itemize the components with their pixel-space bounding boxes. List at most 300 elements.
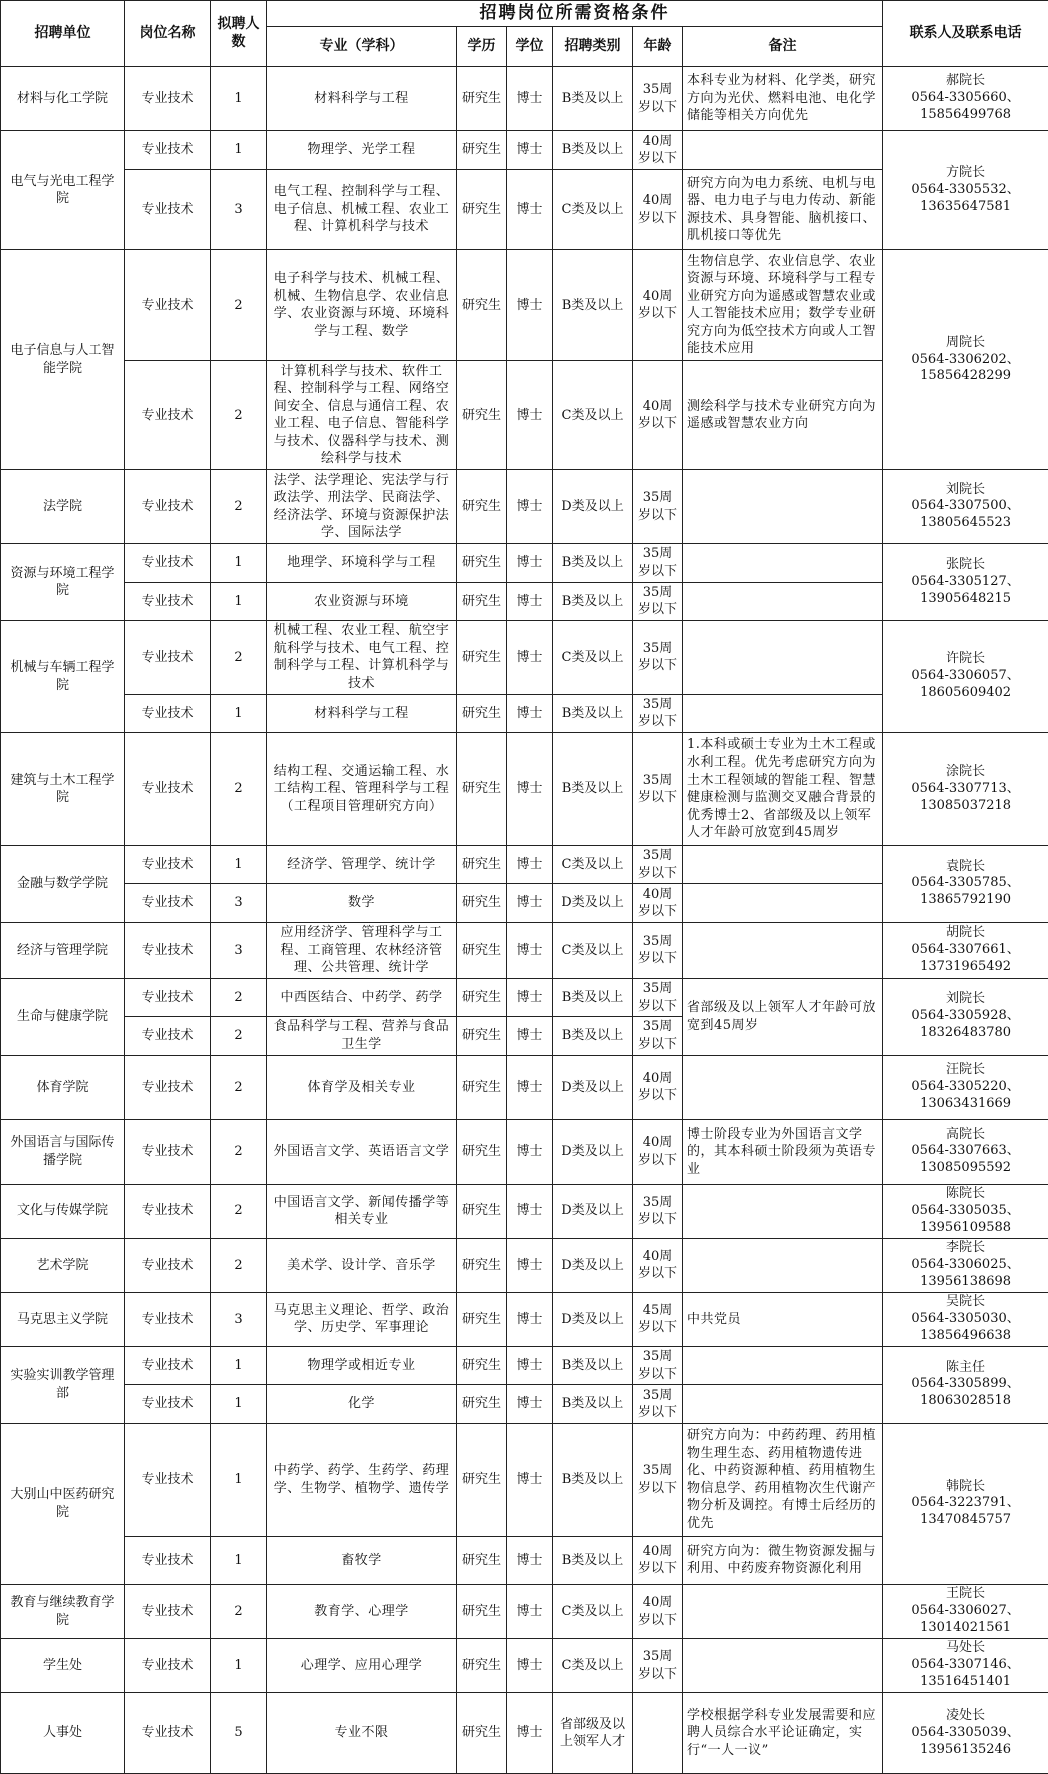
count-cell: 2 [211, 470, 267, 544]
contact-cell [883, 978, 1048, 1055]
contact-phone: 13470845757 [920, 1512, 1012, 1528]
post-cell: 专业技术 [125, 922, 211, 978]
contact-cell [883, 1346, 1048, 1423]
note-cell [683, 846, 883, 884]
contact-phone: 13014021561 [920, 1620, 1012, 1635]
major-cell: 经济学、管理学、统计学 [267, 846, 457, 884]
contact-name: 韩院长 [946, 1478, 986, 1494]
age-cell: 35周岁以下 [633, 470, 683, 544]
education-cell: 研究生 [457, 1120, 507, 1185]
contact-phone: 0564-3305039、 [911, 1724, 1020, 1740]
age-cell [633, 1693, 683, 1774]
note-cell [683, 1055, 883, 1120]
contact-cell [883, 131, 1048, 250]
education-cell: 研究生 [457, 131, 507, 169]
unit-cell: 教育与继续教育学院 [1, 1585, 125, 1639]
count-cell: 3 [211, 922, 267, 978]
degree-cell: 博士 [507, 1238, 553, 1292]
major-cell: 食品科学与工程、营养与食品卫生学 [267, 1017, 457, 1055]
unit-cell: 外国语言与国际传播学院 [1, 1120, 125, 1185]
header-degree: 学位 [507, 26, 553, 66]
count-cell: 1 [211, 1346, 267, 1384]
degree-cell: 博士 [507, 1639, 553, 1693]
post-cell: 专业技术 [125, 1585, 211, 1639]
unit-cell: 电气与光电工程学院 [1, 131, 125, 250]
contact-phone: 15856499768 [920, 107, 1012, 123]
degree-cell: 博士 [507, 884, 553, 922]
post-cell: 专业技术 [125, 582, 211, 620]
count-cell: 1 [211, 846, 267, 884]
count-cell: 1 [211, 694, 267, 732]
note-cell [683, 1346, 883, 1384]
post-cell: 专业技术 [125, 361, 211, 470]
degree-cell: 博士 [507, 1693, 553, 1774]
note-cell: 中共党员 [683, 1292, 883, 1346]
contact-phone: 13085037218 [920, 797, 1012, 813]
age-cell: 40周岁以下 [633, 1536, 683, 1584]
contact-name: 张院长 [946, 556, 986, 572]
education-cell: 研究生 [457, 1385, 507, 1423]
major-cell: 化学 [267, 1385, 457, 1423]
age-cell: 40周岁以下 [633, 884, 683, 922]
degree-cell: 博士 [507, 169, 553, 250]
note-cell: 生物信息学、农业信息学、农业资源与环境、环境科学与工程专业研究方向为遥感或智慧农业或人工智能技术应用；数学专业研究方向为低空技术方向或人工智能技术应用 [683, 250, 883, 361]
category-cell: C类及以上 [553, 922, 633, 978]
contact-phone: 13956135246 [920, 1741, 1012, 1757]
count-cell: 2 [211, 1238, 267, 1292]
note-cell [683, 694, 883, 732]
count-cell: 3 [211, 169, 267, 250]
education-cell: 研究生 [457, 1536, 507, 1584]
contact-cell [883, 1639, 1048, 1693]
post-cell: 专业技术 [125, 1536, 211, 1584]
table-body [1, 66, 1048, 1773]
contact-phone: 0564-3305660、 [911, 90, 1020, 106]
category-cell: C类及以上 [553, 1639, 633, 1693]
unit-cell: 机械与车辆工程学院 [1, 621, 125, 733]
category-cell: D类及以上 [553, 1292, 633, 1346]
education-cell: 研究生 [457, 1639, 507, 1693]
note-cell: 本科专业为材料、化学类，研究方向为光伏、燃料电池、电化学储能等相关方向优先 [683, 66, 883, 131]
degree-cell: 博士 [507, 1423, 553, 1536]
table-row [1, 1423, 1048, 1536]
major-cell: 电子科学与技术、机械工程、机械、生物信息学、农业信息学、农业资源与环境、环境科学与工程、数学 [267, 250, 457, 361]
degree-cell: 博士 [507, 1017, 553, 1055]
contact-phone: 0564-3306027、 [911, 1603, 1020, 1619]
count-cell: 3 [211, 1292, 267, 1346]
category-cell: C类及以上 [553, 361, 633, 470]
major-cell: 电气工程、控制科学与工程、电子信息、机械工程、农业工程、计算机科学与技术 [267, 169, 457, 250]
education-cell: 研究生 [457, 470, 507, 544]
degree-cell: 博士 [507, 1292, 553, 1346]
degree-cell: 博士 [507, 470, 553, 544]
category-cell: B类及以上 [553, 978, 633, 1016]
header-category: 招聘类别 [553, 26, 633, 66]
education-cell: 研究生 [457, 250, 507, 361]
count-cell: 1 [211, 1536, 267, 1584]
category-cell: D类及以上 [553, 1184, 633, 1238]
contact-name: 马处长 [946, 1640, 986, 1656]
category-cell: B类及以上 [553, 733, 633, 846]
age-cell: 35周岁以下 [633, 582, 683, 620]
contact-phone: 0564-3305035、 [911, 1202, 1020, 1218]
contact-name: 陈主任 [946, 1359, 986, 1375]
contact-phone: 13731965492 [920, 958, 1012, 974]
note-cell [683, 544, 883, 582]
header-num: 拟聘人数 [211, 1, 267, 67]
note-cell [683, 1184, 883, 1238]
count-cell: 2 [211, 250, 267, 361]
contact-phone: 0564-3307500、 [911, 498, 1020, 514]
category-cell: D类及以上 [553, 884, 633, 922]
unit-cell: 艺术学院 [1, 1238, 125, 1292]
count-cell: 5 [211, 1693, 267, 1774]
header-age: 年龄 [633, 26, 683, 66]
age-cell: 40周岁以下 [633, 1055, 683, 1120]
major-cell: 外国语言文学、英语语言文学 [267, 1120, 457, 1185]
note-cell: 省部级及以上领军人才年龄可放宽到45周岁 [683, 978, 883, 1055]
post-cell: 专业技术 [125, 978, 211, 1016]
post-cell: 专业技术 [125, 733, 211, 846]
post-cell: 专业技术 [125, 1639, 211, 1693]
contact-cell [883, 1292, 1048, 1346]
count-cell: 2 [211, 978, 267, 1016]
education-cell: 研究生 [457, 1693, 507, 1774]
unit-cell: 实验实训教学管理部 [1, 1346, 125, 1423]
major-cell: 专业不限 [267, 1693, 457, 1774]
unit-cell: 马克思主义学院 [1, 1292, 125, 1346]
age-cell: 35周岁以下 [633, 733, 683, 846]
education-cell: 研究生 [457, 1055, 507, 1120]
table-row [1, 1585, 1048, 1639]
table-row [1, 544, 1048, 582]
contact-name: 高院长 [946, 1126, 986, 1142]
major-cell: 中西医结合、中药学、药学 [267, 978, 457, 1016]
degree-cell: 博士 [507, 1055, 553, 1120]
contact-cell [883, 1055, 1048, 1120]
header-unit: 招聘单位 [1, 1, 125, 67]
contact-phone: 0564-3306057、 [911, 668, 1020, 684]
post-cell: 专业技术 [125, 131, 211, 169]
degree-cell: 博士 [507, 1346, 553, 1384]
count-cell: 1 [211, 544, 267, 582]
contact-phone: 0564-3305127、 [911, 573, 1020, 589]
category-cell: D类及以上 [553, 1238, 633, 1292]
contact-name: 汪院长 [946, 1062, 986, 1078]
degree-cell: 博士 [507, 922, 553, 978]
count-cell: 2 [211, 1017, 267, 1055]
post-cell: 专业技术 [125, 544, 211, 582]
major-cell: 美术学、设计学、音乐学 [267, 1238, 457, 1292]
degree-cell: 博士 [507, 582, 553, 620]
contact-name: 李院长 [946, 1239, 986, 1255]
post-cell: 专业技术 [125, 1055, 211, 1120]
contact-phone: 0564-3306202、 [911, 351, 1020, 367]
note-cell [683, 582, 883, 620]
post-cell: 专业技术 [125, 1423, 211, 1536]
unit-cell: 体育学院 [1, 1055, 125, 1120]
unit-cell: 金融与数学学院 [1, 846, 125, 923]
contact-name: 胡院长 [946, 925, 986, 941]
note-cell [683, 1238, 883, 1292]
table-row [1, 1184, 1048, 1238]
category-cell: C类及以上 [553, 1585, 633, 1639]
post-cell: 专业技术 [125, 250, 211, 361]
age-cell: 35周岁以下 [633, 978, 683, 1016]
education-cell: 研究生 [457, 361, 507, 470]
unit-cell: 人事处 [1, 1693, 125, 1774]
contact-cell [883, 846, 1048, 923]
major-cell: 物理学或相近专业 [267, 1346, 457, 1384]
contact-phone: 13085095592 [920, 1160, 1012, 1176]
contact-name: 刘院长 [946, 991, 986, 1007]
contact-phone: 15856428299 [920, 368, 1012, 384]
count-cell: 1 [211, 66, 267, 131]
education-cell: 研究生 [457, 1184, 507, 1238]
table-row [1, 1055, 1048, 1120]
age-cell: 35周岁以下 [633, 621, 683, 695]
contact-phone: 0564-3307146、 [911, 1657, 1020, 1673]
post-cell: 专业技术 [125, 1238, 211, 1292]
table-row [1, 66, 1048, 131]
post-cell: 专业技术 [125, 1292, 211, 1346]
table-row [1, 978, 1048, 1016]
contact-phone: 0564-3223791、 [911, 1495, 1020, 1511]
contact-phone: 13516451401 [920, 1674, 1012, 1690]
contact-name: 王院长 [946, 1586, 986, 1602]
age-cell: 35周岁以下 [633, 1423, 683, 1536]
contact-phone: 0564-3305899、 [911, 1376, 1020, 1392]
contact-phone: 13905648215 [920, 590, 1012, 606]
table-row [1, 733, 1048, 846]
table-row [1, 1693, 1048, 1774]
age-cell: 40周岁以下 [633, 1238, 683, 1292]
note-cell [683, 1585, 883, 1639]
unit-cell: 材料与化工学院 [1, 66, 125, 131]
degree-cell: 博士 [507, 733, 553, 846]
contact-cell [883, 1585, 1048, 1639]
contact-cell [883, 1693, 1048, 1774]
contact-phone: 0564-3307663、 [911, 1143, 1020, 1159]
degree-cell: 博士 [507, 1536, 553, 1584]
count-cell: 2 [211, 1055, 267, 1120]
post-cell: 专业技术 [125, 1346, 211, 1384]
category-cell: 省部级及以上领军人才 [553, 1693, 633, 1774]
age-cell: 40周岁以下 [633, 1120, 683, 1185]
age-cell: 40周岁以下 [633, 169, 683, 250]
count-cell: 1 [211, 131, 267, 169]
category-cell: B类及以上 [553, 1346, 633, 1384]
major-cell: 计算机科学与技术、软件工程、控制科学与工程、网络空间安全、信息与通信工程、农业工程、电子信息、智能科学与技术、仪器科学与技术、测绘科学与技术 [267, 361, 457, 470]
contact-phone: 0564-3305532、 [911, 182, 1020, 197]
post-cell: 专业技术 [125, 694, 211, 732]
unit-cell: 经济与管理学院 [1, 922, 125, 978]
contact-phone: 0564-3307713、 [911, 780, 1020, 796]
count-cell: 1 [211, 1423, 267, 1536]
contact-name: 陈院长 [946, 1185, 986, 1201]
category-cell: C类及以上 [553, 621, 633, 695]
degree-cell: 博士 [507, 694, 553, 732]
header-group: 招聘岗位所需资格条件 [267, 1, 883, 27]
age-cell: 35周岁以下 [633, 694, 683, 732]
header-post: 岗位名称 [125, 1, 211, 67]
major-cell: 结构工程、交通运输工程、水工结构工程、管理科学与工程（工程项目管理研究方向） [267, 733, 457, 846]
degree-cell: 博士 [507, 1120, 553, 1185]
major-cell: 地理学、环境科学与工程 [267, 544, 457, 582]
contact-phone: 13635647581 [920, 198, 1012, 214]
age-cell: 40周岁以下 [633, 131, 683, 169]
note-cell [683, 922, 883, 978]
count-cell: 2 [211, 733, 267, 846]
contact-cell [883, 470, 1048, 544]
education-cell: 研究生 [457, 694, 507, 732]
table-row [1, 1292, 1048, 1346]
education-cell: 研究生 [457, 66, 507, 131]
category-cell: B类及以上 [553, 1017, 633, 1055]
major-cell: 中国语言文学、新闻传播学等相关专业 [267, 1184, 457, 1238]
education-cell: 研究生 [457, 1585, 507, 1639]
header-note: 备注 [683, 26, 883, 66]
contact-phone: 18326483780 [920, 1025, 1012, 1041]
degree-cell: 博士 [507, 1585, 553, 1639]
table-row [1, 922, 1048, 978]
post-cell: 专业技术 [125, 66, 211, 131]
category-cell: B类及以上 [553, 250, 633, 361]
contact-phone: 0564-3305220、 [911, 1078, 1020, 1094]
note-cell: 研究方向为电力系统、电机与电器、电力电子与电力传动、新能源技术、具身智能、脑机接口、肌机接口等优先 [683, 169, 883, 250]
category-cell: B类及以上 [553, 1423, 633, 1536]
category-cell: D类及以上 [553, 1055, 633, 1120]
count-cell: 1 [211, 1385, 267, 1423]
contact-phone: 13956138698 [920, 1273, 1012, 1289]
note-cell [683, 621, 883, 695]
note-cell: 学校根据学科专业发展需要和应聘人员综合水平论证确定，实行“一人一议” [683, 1693, 883, 1774]
education-cell: 研究生 [457, 922, 507, 978]
contact-cell [883, 66, 1048, 131]
contact-phone: 18605609402 [920, 685, 1012, 701]
degree-cell: 博士 [507, 1385, 553, 1423]
major-cell: 数学 [267, 884, 457, 922]
degree-cell: 博士 [507, 361, 553, 470]
contact-cell [883, 250, 1048, 470]
table-row [1, 1120, 1048, 1185]
age-cell: 35周岁以下 [633, 1639, 683, 1693]
category-cell: B类及以上 [553, 66, 633, 131]
post-cell: 专业技术 [125, 470, 211, 544]
note-cell [683, 1639, 883, 1693]
degree-cell: 博士 [507, 250, 553, 361]
category-cell: D类及以上 [553, 1120, 633, 1185]
unit-cell: 大别山中医药研究院 [1, 1423, 125, 1584]
age-cell: 45周岁以下 [633, 1292, 683, 1346]
contact-cell [883, 1238, 1048, 1292]
category-cell: D类及以上 [553, 470, 633, 544]
unit-cell: 建筑与土木工程学院 [1, 733, 125, 846]
age-cell: 35周岁以下 [633, 1346, 683, 1384]
contact-name: 郝院长 [946, 73, 986, 89]
education-cell: 研究生 [457, 1346, 507, 1384]
major-cell: 畜牧学 [267, 1536, 457, 1584]
major-cell: 机械工程、农业工程、航空宇航科学与技术、电气工程、控制科学与工程、计算机科学与技术 [267, 621, 457, 695]
contact-name: 袁院长 [946, 858, 986, 874]
contact-phone: 0564-3307661、 [911, 941, 1020, 957]
post-cell: 专业技术 [125, 169, 211, 250]
contact-phone: 0564-3305928、 [911, 1008, 1020, 1024]
contact-name: 刘院长 [946, 481, 986, 497]
unit-cell: 学生处 [1, 1639, 125, 1693]
degree-cell: 博士 [507, 846, 553, 884]
unit-cell: 电子信息与人工智能学院 [1, 250, 125, 470]
count-cell: 2 [211, 1184, 267, 1238]
education-cell: 研究生 [457, 733, 507, 846]
age-cell: 35周岁以下 [633, 66, 683, 131]
contact-name: 周院长 [946, 334, 986, 350]
table-row [1, 1346, 1048, 1384]
count-cell: 2 [211, 1120, 267, 1185]
table-row [1, 621, 1048, 695]
count-cell: 2 [211, 621, 267, 695]
contact-phone: 13865792190 [920, 892, 1012, 908]
contact-name: 许院长 [946, 651, 986, 667]
education-cell: 研究生 [457, 621, 507, 695]
major-cell: 物理学、光学工程 [267, 131, 457, 169]
age-cell: 35周岁以下 [633, 1184, 683, 1238]
major-cell: 马克思主义理论、哲学、政治学、历史学、军事理论 [267, 1292, 457, 1346]
table-row [1, 470, 1048, 544]
category-cell: B类及以上 [553, 1385, 633, 1423]
note-cell [683, 470, 883, 544]
contact-cell [883, 1184, 1048, 1238]
contact-name: 涂院长 [946, 763, 986, 779]
degree-cell: 博士 [507, 978, 553, 1016]
note-cell [683, 1385, 883, 1423]
note-cell: 研究方向为：微生物资源发掘与利用、中药废弃物资源化利用 [683, 1536, 883, 1584]
major-cell: 材料科学与工程 [267, 694, 457, 732]
contact-cell [883, 1423, 1048, 1584]
unit-cell: 法学院 [1, 470, 125, 544]
unit-cell: 文化与传媒学院 [1, 1184, 125, 1238]
post-cell: 专业技术 [125, 1385, 211, 1423]
contact-phone: 18063028518 [920, 1393, 1012, 1409]
contact-phone: 0564-3305785、 [911, 875, 1020, 891]
major-cell: 农业资源与环境 [267, 582, 457, 620]
age-cell: 35周岁以下 [633, 1385, 683, 1423]
contact-phone: 13856496638 [920, 1327, 1012, 1343]
count-cell: 1 [211, 582, 267, 620]
major-cell: 应用经济学、管理科学与工程、工商管理、农林经济管理、公共管理、统计学 [267, 922, 457, 978]
degree-cell: 博士 [507, 1184, 553, 1238]
major-cell: 心理学、应用心理学 [267, 1639, 457, 1693]
contact-name: 吴院长 [946, 1294, 986, 1310]
post-cell: 专业技术 [125, 621, 211, 695]
contact-phone: 0564-3305030、 [911, 1310, 1020, 1326]
age-cell: 40周岁以下 [633, 361, 683, 470]
education-cell: 研究生 [457, 544, 507, 582]
count-cell: 1 [211, 1639, 267, 1693]
category-cell: C类及以上 [553, 846, 633, 884]
education-cell: 研究生 [457, 1017, 507, 1055]
education-cell: 研究生 [457, 169, 507, 250]
header-contact: 联系人及联系电话 [883, 1, 1048, 67]
contact-name: 凌处长 [946, 1707, 986, 1723]
post-cell: 专业技术 [125, 1184, 211, 1238]
table-row [1, 846, 1048, 884]
contact-phone: 13063431669 [920, 1095, 1012, 1111]
table-row [1, 131, 1048, 169]
contact-cell [883, 544, 1048, 621]
count-cell: 2 [211, 361, 267, 470]
note-cell: 研究方向为：中药药理、药用植物生理生态、药用植物遗传进化、中药资源种植、药用植物生物信息学、药用植物次生代谢产物分析及调控。有博士后经历的优先 [683, 1423, 883, 1536]
